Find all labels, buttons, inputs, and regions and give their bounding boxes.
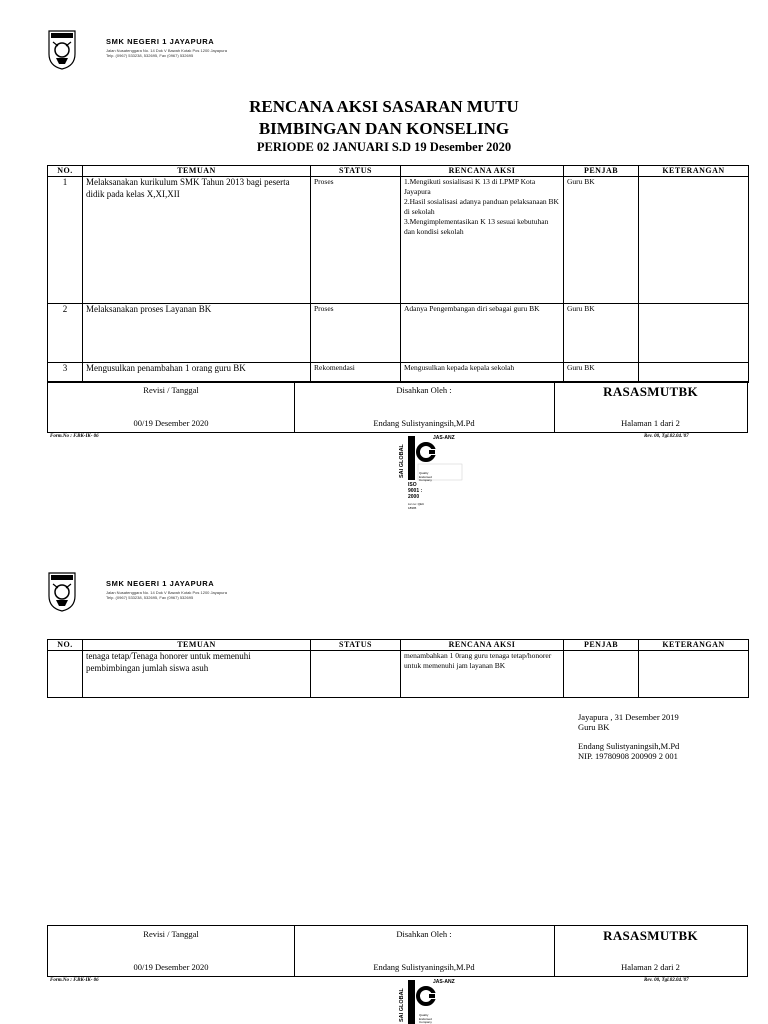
table-row xyxy=(48,651,749,698)
cell-temuan: Melaksanakan kurikulum SMK Tahun 2013 bagi peserta didik pada kelas X,XI,XII xyxy=(83,177,311,304)
cell-penjab xyxy=(564,651,639,698)
school-logo xyxy=(48,28,76,70)
document-period: PERIODE 02 JANUARI S.D 19 Desember 2020 xyxy=(256,140,512,154)
cell-penjab: Guru BK xyxy=(564,363,639,383)
revision-cell xyxy=(48,382,295,432)
cell-temuan: Melaksanakan proses Layanan BK xyxy=(83,304,311,363)
header-keterangan: KETERANGAN xyxy=(639,640,749,651)
revision-value: 00/19 Desember 2020 xyxy=(133,962,209,972)
header-penjab: PENJAB xyxy=(564,166,639,177)
svg-text:SAI GLOBAL: SAI GLOBAL xyxy=(399,444,405,478)
header-no: NO. xyxy=(48,640,83,651)
cell-rencana: Mengusulkan kepada kepala sekolah xyxy=(401,363,564,383)
cell-no: 3 xyxy=(48,363,83,383)
svg-text:SAI GLOBAL: SAI GLOBAL xyxy=(399,988,405,1022)
action-plan-table-continued xyxy=(47,639,749,698)
header-rencana: RENCANA AKSI xyxy=(401,640,564,651)
jas-anz-label: JAS-ANZ xyxy=(433,435,455,441)
school-phone: Telp. (0967) 533238, 532695, Fax (0967) 532695 xyxy=(106,595,194,600)
approved-by-label: Disahkan Oleh : xyxy=(396,385,452,395)
cell-status: Proses xyxy=(311,177,401,304)
table-row xyxy=(48,363,749,383)
document-code: RASASMUTBK xyxy=(603,928,698,943)
school-name: SMK NEGERI 1 JAYAPURA xyxy=(106,37,215,46)
header-rencana: RENCANA AKSI xyxy=(401,166,564,177)
cell-keterangan xyxy=(639,177,749,304)
page-number: Halaman 2 dari 2 xyxy=(621,962,680,972)
cell-rencana: 1.Mengikuti sosialisasi K 13 di LPMP Kota Jayapura 2.Hasil sosialisasi adanya panduan pelaksanaan BK di sekolah 3.Mengimplementasikan K 13 sesuai kebutuhan dan kondisi sekolah xyxy=(401,177,564,304)
cell-penjab: Guru BK xyxy=(564,304,639,363)
revision-label: Revisi / Tanggal xyxy=(143,385,199,395)
revision-number: Rev. 00, Tgl.02.04.'07 xyxy=(644,434,689,439)
signature-role: Guru BK xyxy=(578,722,610,732)
page-number: Halaman 1 dari 2 xyxy=(621,418,680,428)
certification-mark xyxy=(396,978,466,1024)
header-no: NO. xyxy=(48,166,83,177)
document-code-cell xyxy=(554,926,747,976)
approved-by-name: Endang Sulistyaningsih,M.Pd xyxy=(373,418,475,428)
iso-label: ISO 9001 : 2000 xyxy=(408,482,423,500)
header-status: STATUS xyxy=(311,640,401,651)
cell-status: Rekomendasi xyxy=(311,363,401,383)
approval-footer xyxy=(47,381,748,433)
approval-cell xyxy=(294,926,555,976)
document-title: RENCANA AKSI SASARAN MUTU xyxy=(249,97,519,116)
signature-place-date: Jayapura , 31 Desember 2019 xyxy=(578,712,679,722)
license-label: Lic.no: QEC 18995 xyxy=(408,502,425,510)
cell-temuan: Mengusulkan penambahan 1 orang guru BK xyxy=(83,363,311,383)
document-code-cell xyxy=(554,382,747,432)
form-number: Form.No : F.BK-IK- 06 xyxy=(50,978,99,983)
cell-no xyxy=(48,651,83,698)
table-header-row xyxy=(48,640,749,651)
table-row xyxy=(48,304,749,363)
signature-nip: NIP. 19780908 200909 2 001 xyxy=(578,751,678,761)
document-page-2 xyxy=(0,560,768,1024)
action-plan-table xyxy=(47,165,749,383)
table-header-row xyxy=(48,166,749,177)
header-status: STATUS xyxy=(311,166,401,177)
header-temuan: TEMUAN xyxy=(83,640,311,651)
header-keterangan: KETERANGAN xyxy=(639,166,749,177)
school-logo xyxy=(48,570,76,612)
school-address: Jalan Nusatenggara No. 14 Dok V Bawah Kotak Pos 1200 Jayapura xyxy=(106,48,227,53)
signature-name: Endang Sulistyaningsih,M.Pd xyxy=(578,741,680,751)
school-header xyxy=(106,579,227,600)
cell-rencana: menambahkan 1 0rang guru tenaga tetap/honorer untuk memenuhi jam layanan BK xyxy=(401,651,564,698)
cell-rencana: Adanya Pengembangan diri sebagai guru BK xyxy=(401,304,564,363)
signature-block xyxy=(578,712,679,761)
document-subtitle: BIMBINGAN DAN KONSELING xyxy=(258,119,510,138)
cell-temuan: tenaga tetap/Tenaga honorer untuk memenuhi pembimbingan jumlah siswa asuh xyxy=(83,651,311,698)
jas-anz-label: JAS-ANZ xyxy=(433,979,455,985)
approved-by-label: Disahkan Oleh : xyxy=(396,929,452,939)
cell-penjab: Guru BK xyxy=(564,177,639,304)
cell-keterangan xyxy=(639,651,749,698)
approval-cell xyxy=(294,382,555,432)
form-number: Form.No : F.BK-IK- 06 xyxy=(50,434,99,439)
revision-value: 00/19 Desember 2020 xyxy=(133,418,209,428)
school-address: Jalan Nusatenggara No. 14 Dok V Bawah Kotak Pos 1200 Jayapura xyxy=(106,590,227,595)
document-code: RASASMUTBK xyxy=(603,384,698,399)
school-phone: Telp. (0967) 533238, 532695, Fax (0967) 532695 xyxy=(106,53,194,58)
cell-keterangan xyxy=(639,363,749,383)
school-name: SMK NEGERI 1 JAYAPURA xyxy=(106,579,215,588)
cell-status: Proses xyxy=(311,304,401,363)
certification-mark xyxy=(396,434,466,516)
approved-by-name: Endang Sulistyaningsih,M.Pd xyxy=(373,962,475,972)
revision-label: Revisi / Tanggal xyxy=(143,929,199,939)
revision-number: Rev. 00, Tgl.02.04.'07 xyxy=(644,978,689,983)
header-penjab: PENJAB xyxy=(564,640,639,651)
quality-label: Quality Endorsed Company xyxy=(419,471,432,482)
cell-no: 1 xyxy=(48,177,83,304)
school-header xyxy=(106,37,227,58)
cell-no: 2 xyxy=(48,304,83,363)
quality-label: Quality Endorsed Company xyxy=(419,1013,432,1024)
header-temuan: TEMUAN xyxy=(83,166,311,177)
revision-cell xyxy=(48,926,295,976)
cell-status xyxy=(311,651,401,698)
table-row xyxy=(48,177,749,304)
cell-keterangan xyxy=(639,304,749,363)
approval-footer xyxy=(47,925,748,977)
